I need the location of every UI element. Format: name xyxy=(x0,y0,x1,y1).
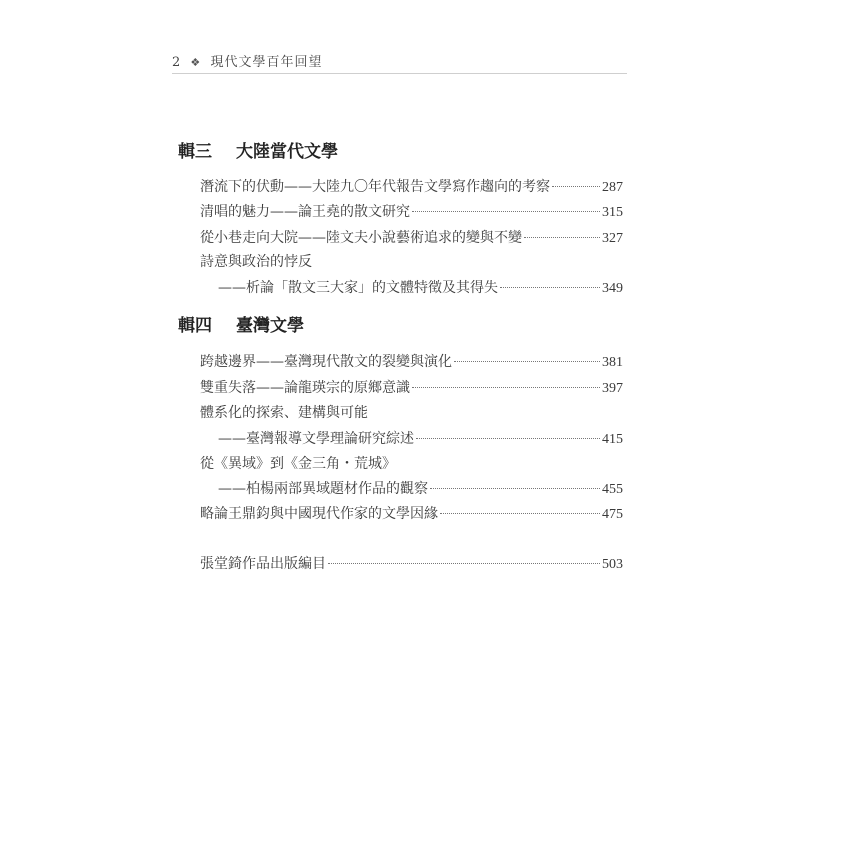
section-number: 輯三 xyxy=(178,142,212,162)
entry-page: 315 xyxy=(602,205,623,220)
entry-title: 潛流下的伏動——大陸九〇年代報告文學寫作趨向的考察 xyxy=(200,179,550,195)
entry-title: 從《異域》到《金三角・荒城》 xyxy=(200,456,396,472)
entry-title: 從小巷走向大院——陸文夫小說藝術追求的變與不變 xyxy=(200,230,522,246)
dot-leader xyxy=(440,513,600,514)
section-number: 輯四 xyxy=(178,316,212,336)
dot-leader xyxy=(412,211,600,212)
ornament-icon: ❖ xyxy=(190,56,202,69)
entry-title: 跨越邊界——臺灣現代散文的裂變與演化 xyxy=(200,354,452,370)
entry-title: 體系化的探索、建構與可能 xyxy=(200,405,368,421)
entry-subtitle: ——析論「散文三大家」的文體特徵及其得失 xyxy=(218,280,498,296)
entry-page: 397 xyxy=(602,381,623,396)
dot-leader xyxy=(328,563,600,564)
dot-leader xyxy=(454,361,600,362)
entry-page: 503 xyxy=(602,557,623,572)
entry-page: 415 xyxy=(602,432,623,447)
entry-subtitle: ——柏楊兩部異域題材作品的觀察 xyxy=(218,481,428,497)
entry-title: 詩意與政治的悖反 xyxy=(200,254,312,270)
dot-leader xyxy=(524,237,600,238)
section-heading xyxy=(178,140,338,164)
entry-page: 349 xyxy=(602,281,623,296)
section-title: 臺灣文學 xyxy=(236,316,304,336)
toc-entry[interactable] xyxy=(200,227,623,249)
toc-entry[interactable] xyxy=(200,503,623,525)
entry-page: 381 xyxy=(602,355,623,370)
entry-page: 475 xyxy=(602,507,623,522)
dot-leader xyxy=(552,186,600,187)
entry-title: 清唱的魅力——論王堯的散文研究 xyxy=(200,204,410,220)
running-head xyxy=(172,51,627,74)
dot-leader xyxy=(416,438,600,439)
dot-leader xyxy=(412,387,600,388)
toc-entry[interactable] xyxy=(200,351,623,373)
entry-page: 455 xyxy=(602,482,623,497)
toc-entry-title-line[interactable] xyxy=(200,453,623,475)
entry-page: 287 xyxy=(602,180,623,195)
entry-title: 略論王鼎鈞與中國現代作家的文學因緣 xyxy=(200,506,438,522)
toc-entry-appendix[interactable] xyxy=(200,553,623,575)
toc-entry-subtitle[interactable] xyxy=(218,428,623,450)
section-heading xyxy=(178,314,304,338)
toc-entry-title-line[interactable] xyxy=(200,402,623,424)
entry-page: 327 xyxy=(602,231,623,246)
entry-subtitle: ——臺灣報導文學理論研究綜述 xyxy=(218,431,414,447)
dot-leader xyxy=(500,287,600,288)
section-title: 大陸當代文學 xyxy=(236,142,338,162)
page-number: 2 xyxy=(172,55,182,70)
entry-title: 張堂錡作品出版編目 xyxy=(200,556,326,572)
book-title: 現代文學百年回望 xyxy=(210,55,323,70)
entry-title: 雙重失落——論龍瑛宗的原鄉意識 xyxy=(200,380,410,396)
toc-entry[interactable] xyxy=(200,201,623,223)
toc-entry[interactable] xyxy=(200,176,623,198)
dot-leader xyxy=(430,488,600,489)
toc-entry-title-line[interactable] xyxy=(200,251,623,273)
toc-entry[interactable] xyxy=(200,377,623,399)
toc-entry-subtitle[interactable] xyxy=(218,478,623,500)
toc-entry-subtitle[interactable] xyxy=(218,277,623,299)
